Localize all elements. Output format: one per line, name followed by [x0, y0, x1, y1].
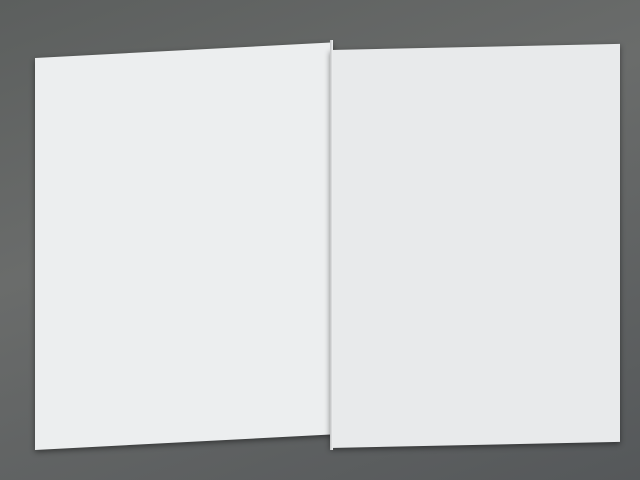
spec-label — [365, 229, 470, 231]
spec-label — [365, 375, 470, 377]
spec-row — [330, 288, 620, 294]
emission-value-2 — [330, 350, 620, 356]
spec-label — [80, 77, 210, 84]
spec-label — [80, 143, 210, 150]
spec-row — [35, 208, 333, 224]
spec-label — [80, 61, 210, 68]
spec-value-2 — [478, 380, 613, 383]
spec-row — [35, 115, 333, 131]
spec-row — [330, 214, 620, 220]
spec-value — [478, 116, 613, 119]
spec-row — [35, 282, 333, 298]
spec-label — [365, 217, 470, 219]
spec-label — [80, 182, 210, 189]
spec-value — [478, 196, 613, 199]
spec-row — [330, 310, 620, 316]
spec-label — [80, 339, 210, 346]
spec-value-2 — [478, 124, 613, 127]
page-fold — [330, 40, 333, 450]
spec-row — [35, 332, 333, 348]
spec-row — [35, 90, 333, 106]
spec-label — [80, 289, 210, 296]
fuel-consumption — [330, 403, 620, 409]
spec-label — [80, 276, 210, 283]
spec-label — [80, 97, 210, 104]
spec-row — [35, 233, 333, 249]
spec-label — [80, 109, 210, 116]
spec-value — [478, 140, 613, 143]
co2-value — [330, 389, 620, 395]
spec-row — [330, 274, 620, 280]
spec-label — [365, 199, 470, 201]
spec-row — [35, 372, 333, 388]
emission-value — [330, 350, 620, 356]
spec-label — [80, 326, 210, 333]
spec-value — [478, 372, 613, 375]
emission-value-2 — [330, 357, 620, 363]
spec-row — [35, 257, 333, 273]
spec-value — [478, 254, 613, 257]
spec-value — [478, 154, 613, 157]
spec-value — [478, 226, 613, 229]
emission-value — [330, 357, 620, 363]
spec-value-2 — [478, 318, 613, 321]
co2-value — [330, 403, 620, 409]
spec-label — [80, 122, 210, 129]
spec-row — [330, 254, 620, 260]
spec-label — [365, 157, 470, 159]
spec-label — [80, 302, 210, 309]
spec-label — [80, 132, 210, 139]
spec-row — [35, 54, 333, 70]
spec-value-2 — [478, 296, 613, 299]
spec-label — [80, 240, 210, 247]
fuel-consumption — [330, 396, 620, 402]
spec-row — [330, 116, 620, 122]
spec-label — [80, 169, 210, 176]
spec-label — [80, 197, 210, 204]
spec-row — [330, 372, 620, 378]
spec-row — [330, 196, 620, 202]
emission-value-2 — [330, 336, 620, 342]
gear-ratio-block — [330, 56, 620, 62]
spec-label — [365, 291, 470, 293]
spec-row — [330, 154, 620, 160]
spec-label — [80, 87, 210, 94]
spec-label — [80, 353, 210, 360]
spec-row — [35, 346, 333, 362]
spec-label — [80, 314, 210, 321]
spec-row — [35, 319, 333, 335]
spec-value — [478, 288, 613, 291]
spec-label — [80, 367, 210, 374]
spec-row — [35, 245, 333, 261]
spec-row — [35, 102, 333, 118]
emission-value — [330, 329, 620, 335]
spec-row — [35, 175, 333, 191]
spec-row — [35, 80, 333, 96]
spec-label — [365, 313, 470, 315]
spec-value — [478, 310, 613, 313]
right-page — [330, 44, 620, 448]
co2-value — [330, 382, 620, 388]
emission-value — [330, 336, 620, 342]
emission-value-2 — [330, 343, 620, 349]
left-page — [35, 42, 333, 450]
spec-label — [80, 379, 210, 386]
spec-row — [35, 147, 333, 163]
emission-value — [330, 343, 620, 349]
spec-value — [478, 214, 613, 217]
spec-row — [35, 360, 333, 376]
spec-row — [35, 220, 333, 236]
spec-row — [35, 70, 333, 86]
spec-row — [35, 136, 333, 152]
emission-value-2 — [330, 329, 620, 335]
emission-value-2 — [330, 364, 620, 370]
spec-row — [35, 125, 333, 141]
spec-label — [365, 143, 470, 145]
spec-row — [35, 190, 333, 206]
spec-value — [478, 238, 613, 241]
spec-row — [35, 307, 333, 323]
spec-value-2 — [478, 222, 613, 225]
spec-label — [365, 241, 470, 243]
spec-row — [35, 295, 333, 311]
spec-row — [330, 226, 620, 232]
fuel-consumption — [330, 389, 620, 395]
spec-label — [365, 119, 470, 121]
co2-value — [330, 396, 620, 402]
spec-label — [80, 252, 210, 259]
spec-row — [35, 269, 333, 285]
spec-label — [80, 227, 210, 234]
emission-value — [330, 364, 620, 370]
spec-row — [330, 140, 620, 146]
spec-label — [365, 277, 470, 279]
spec-row — [35, 162, 333, 178]
spec-label — [365, 257, 470, 259]
spec-row — [330, 238, 620, 244]
spec-label — [80, 215, 210, 222]
spec-label — [80, 264, 210, 271]
spec-value — [478, 274, 613, 277]
spec-label — [80, 154, 210, 161]
